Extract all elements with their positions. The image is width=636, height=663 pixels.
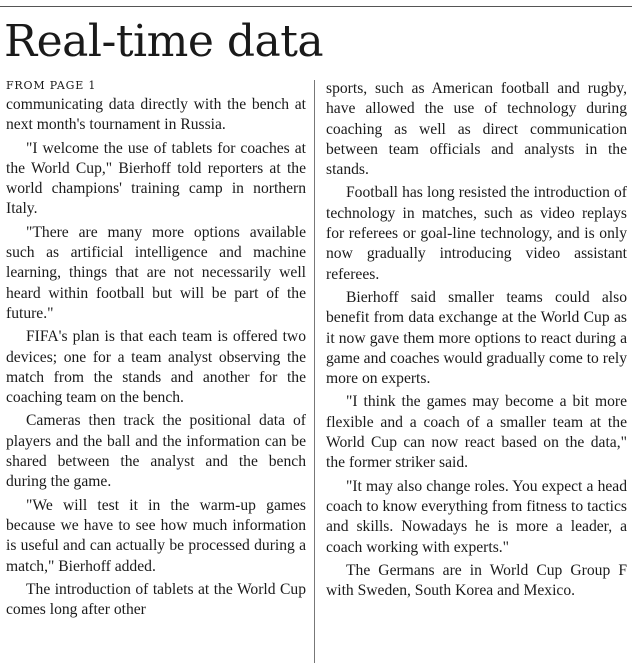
right-column <box>326 79 627 601</box>
left-column <box>6 95 306 620</box>
paragraph: Football has long resisted the introduction of technology in matches, such as video replays for referees or goal-line technology, and is only now gradually introducing video assistant referees. <box>326 184 627 283</box>
paragraph: communicating data directly with the bench at next month's tournament in Russia. <box>6 96 306 134</box>
paragraph: Cameras then track the positional data of players and the ball and the information can be shared between the analyst and the bench during the game. <box>6 412 306 491</box>
paragraph: "We will test it in the warm-up games because we have to see how much information is useful and can actually be processed during a match," Bierhoff added. <box>6 496 306 575</box>
top-rule <box>0 6 632 7</box>
paragraph: sports, such as American football and rugby, have allowed the use of technology during coaching as well as direct communication between team officials and analysts in the stands. <box>326 80 627 179</box>
paragraph: "I think the games may become a bit more flexible and a coach of a smaller team at the World Cup can now react based on the data," the former striker said. <box>326 393 627 472</box>
paragraph: Bierhoff said smaller teams could also benefit from data exchange at the World Cup as it now gave them more options to react during a game and coaches would gradually come to rely more on experts. <box>326 288 627 388</box>
paragraph: "I welcome the use of tablets for coaches at the World Cup," Bierhoff told reporters at the world champions' training camp in northern Italy. <box>6 139 306 218</box>
headline: Real-time data <box>4 16 324 67</box>
paragraph: The introduction of tablets at the World Cup comes long after other <box>6 580 306 619</box>
paragraph: "There are many more options available such as artificial intelligence and machine learning, things that are not necessarily well heard within football but will be part of the future." <box>6 223 306 322</box>
paragraph: The Germans are in World Cup Group F with Sweden, South Korea and Mexico. <box>326 561 627 600</box>
paragraph: FIFA's plan is that each team is offered two devices; one for a team analyst observing the match from the stands and another for the coaching team on the bench. <box>6 328 306 407</box>
paragraph: "It may also change roles. You expect a head coach to know everything from fitness to tactics and skills. Nowadays he is more a leader, a coach working with experts." <box>326 477 627 556</box>
continued-from-label: FROM PAGE 1 <box>6 79 97 92</box>
column-divider <box>314 80 315 663</box>
